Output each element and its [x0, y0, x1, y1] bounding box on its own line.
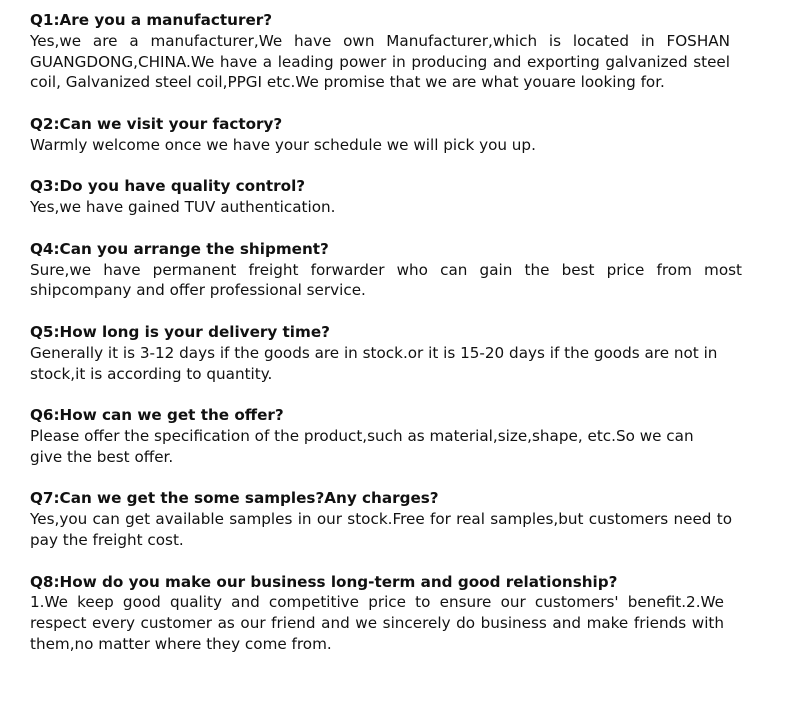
faq-answer: Yes,you can get available samples in our stock.Free for real samples,but customers need to pay the freight cost. — [30, 510, 732, 549]
faq-question: Q6:How can we get the offer? — [30, 406, 284, 425]
faq-answer: Yes,we have gained TUV authentication. — [30, 198, 336, 217]
faq-question: Q5:How long is your delivery time? — [30, 322, 330, 341]
faq-item — [30, 10, 742, 93]
faq-item — [30, 176, 742, 218]
faq-question: Q2:Can we visit your factory? — [30, 114, 283, 133]
faq-item — [30, 405, 742, 467]
faq-question: Q7:Can we get the some samples?Any charges? — [30, 489, 439, 508]
faq-answer: Please offer the specification of the product,such as material,size,shape, etc.So we can give the best offer. — [30, 426, 694, 466]
faq-question: Q4:Can you arrange the shipment? — [30, 239, 329, 258]
faq-answer: 1.We keep good quality and competitive price to ensure our customers' benefit.2.We respect every customer as our friend and we sincerely do business and make friends with them,no matter where they come from. — [30, 593, 724, 653]
faq-answer: Warmly welcome once we have your schedule we will pick you up. — [30, 135, 536, 154]
faq-question: Q8:How do you make our business long-term and good relationship? — [30, 572, 618, 591]
faq-item — [30, 488, 742, 550]
faq-question: Q1:Are you a manufacturer? — [30, 11, 273, 29]
faq-question: Q3:Do you have quality control? — [30, 177, 306, 196]
faq-item — [30, 114, 742, 156]
faq-answer: Generally it is 3-12 days if the goods are in stock.or it is 15-20 days if the goods are not in stock,it is according to quantity. — [30, 343, 718, 383]
faq-item — [30, 239, 742, 301]
faq-section — [30, 10, 742, 676]
faq-item — [30, 572, 742, 655]
faq-item — [30, 322, 742, 384]
faq-answer: Yes,we are a manufacturer,We have own Manufacturer,which is located in FOSHAN GUANGDONG,CHINA.We have a leading power in producing and exporting galvanized steel coil, Galvanized steel coil,PPGI etc.We promise that we are what youare looking for. — [30, 31, 730, 92]
faq-answer: Sure,we have permanent freight forwarder who can gain the best price from most shipcompany and offer professional service. — [30, 260, 742, 300]
